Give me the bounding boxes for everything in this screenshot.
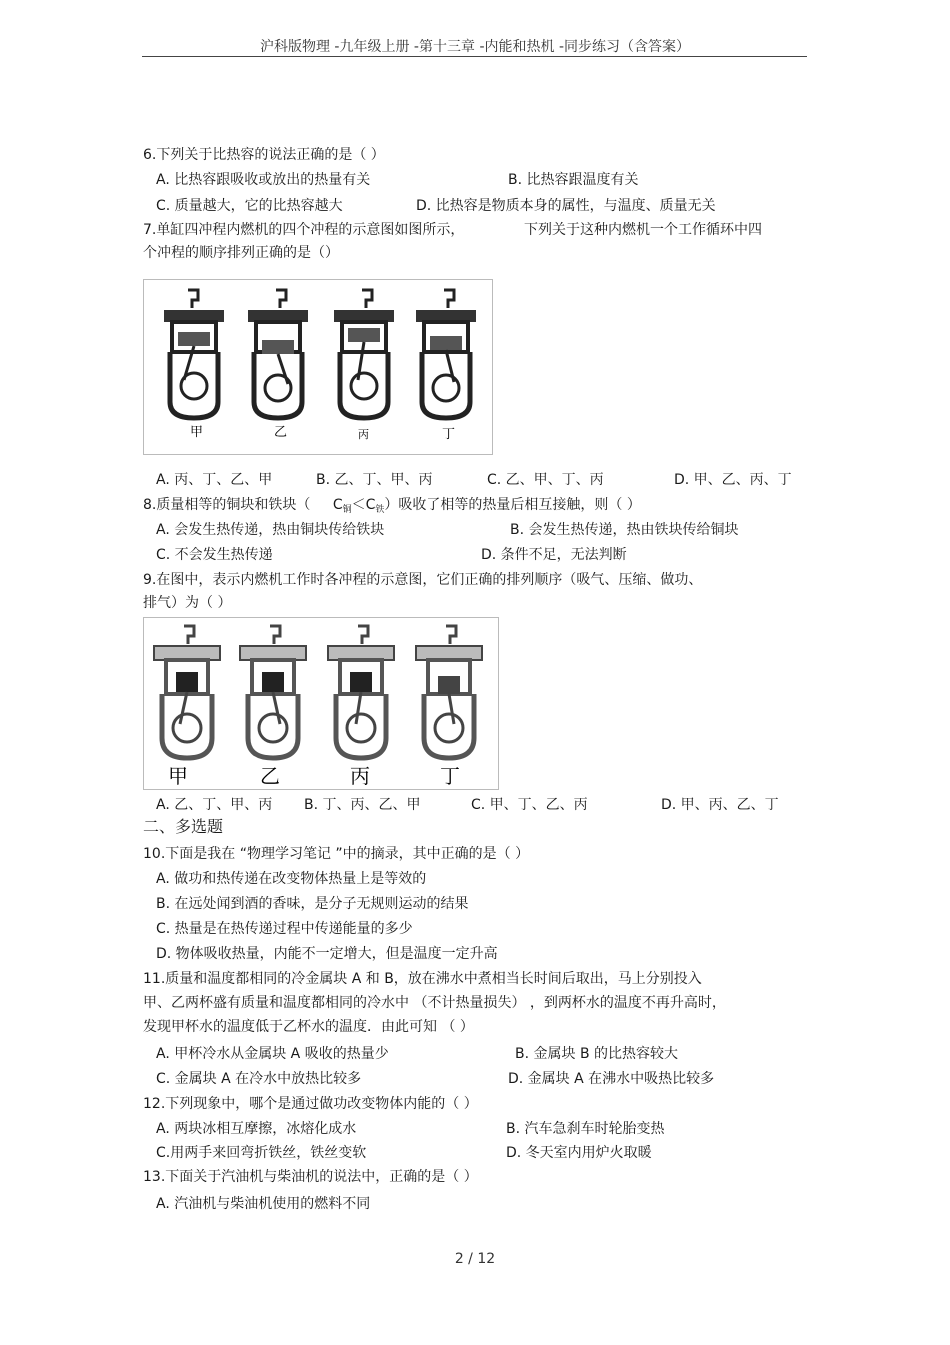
q8-stem [143, 496, 641, 519]
q6-option-c: C. 质量越大，它的比热容越大 [156, 198, 343, 214]
engine-diagram-jia [154, 626, 220, 758]
q9-label-bing: 丙 [350, 764, 370, 788]
q7-option-c: C. 乙、甲、丁、丙 [487, 472, 604, 488]
q8-c-copper: C [332, 497, 343, 513]
q7-stem-3: 个冲程的顺序排列正确的是（） [143, 245, 339, 261]
q8-stem-start: 8.质量相等的铜块和铁块（ [143, 497, 311, 513]
q11-option-b: B. 金属块 B 的比热容较大 [515, 1046, 679, 1062]
q12-option-a: A. 两块冰相互摩擦，冰熔化成水 [156, 1121, 357, 1137]
q11-stem-1: 11.质量和温度都相同的冷金属块 A 和 B，放在沸水中煮相当长时间后取出，马上分别投入 [143, 971, 702, 987]
q10-stem: 10.下面是我在 “物理学习笔记 ”中的摘录，其中正确的是（ ） [143, 846, 530, 862]
q7-stem-1: 7.单缸四冲程内燃机的四个冲程的示意图如图所示， [143, 222, 465, 238]
q9-stem-2: 排气）为（ ） [143, 595, 232, 611]
q9-option-b: B. 丁、丙、乙、甲 [304, 797, 421, 813]
q6-stem: 6.下列关于比热容的说法正确的是（ ） [143, 147, 385, 163]
page-number: 2 / 12 [454, 1251, 496, 1267]
q7-option-b: B. 乙、丁、甲、丙 [316, 472, 433, 488]
q8-stem-end: ）吸收了相等的热量后相互接触，则（ ） [384, 497, 641, 513]
q9-option-a: A. 乙、丁、甲、丙 [156, 797, 273, 813]
header-rule [142, 56, 807, 57]
q7-label-yi: 乙 [274, 425, 288, 440]
engine-diagram-jia [164, 290, 224, 418]
q7-option-a: A. 丙、丁、乙、甲 [156, 472, 273, 488]
q10-option-d: D. 物体吸收热量，内能不一定增大，但是温度一定升高 [156, 946, 498, 962]
q8-option-a: A. 会发生热传递，热由铜块传给铁块 [156, 522, 385, 538]
q10-option-c: C. 热量是在热传递过程中传递能量的多少 [156, 921, 413, 937]
engine-diagram-ding [416, 290, 476, 418]
page-header: 沪科版物理 -九年级上册 -第十三章 -内能和热机 -同步练习（含答案） [259, 39, 690, 55]
q6-option-a: A. 比热容跟吸收或放出的热量有关 [156, 172, 371, 188]
q13-option-a: A. 汽油机与柴油机使用的燃料不同 [156, 1196, 371, 1212]
q7-engine-figure [143, 279, 493, 455]
q9-label-yi: 乙 [260, 764, 280, 788]
q12-option-b: B. 汽车急刹车时轮胎变热 [506, 1121, 665, 1137]
q6-option-b: B. 比热容跟温度有关 [508, 172, 639, 188]
q8-option-d: D. 条件不足，无法判断 [481, 547, 627, 563]
q9-option-d: D. 甲、丙、乙、丁 [661, 797, 779, 813]
q11-option-c: C. 金属块 A 在冷水中放热比较多 [156, 1071, 362, 1087]
q11-option-a: A. 甲杯冷水从金属块 A 吸收的热量少 [156, 1046, 389, 1062]
q11-stem-3: 发现甲杯水的温度低于乙杯水的温度．由此可知 （ ） [143, 1019, 474, 1035]
engine-diagram-bing [334, 290, 394, 418]
q7-option-d: D. 甲、乙、丙、丁 [674, 472, 792, 488]
q9-option-c: C. 甲、丁、乙、丙 [471, 797, 588, 813]
q8-option-b: B. 会发生热传递，热由铁块传给铜块 [510, 522, 739, 538]
q8-less-than: ＜ [351, 497, 366, 513]
q7-label-jia: 甲 [190, 425, 204, 440]
q12-option-c: C.用两手来回弯折铁丝，铁丝变软 [156, 1145, 367, 1161]
q9-label-jia: 甲 [168, 764, 188, 788]
q10-option-a: A. 做功和热传递在改变物体热量上是等效的 [156, 871, 427, 887]
q12-option-d: D. 冬天室内用炉火取暖 [506, 1145, 652, 1161]
engine-diagram-yi [248, 290, 308, 418]
section-multiple-choice: 二、多选题 [143, 817, 224, 836]
q9-stem-1: 9.在图中，表示内燃机工作时各冲程的示意图，它们正确的排列顺序（吸气、压缩、做功、 [143, 572, 703, 588]
q13-stem: 13.下面关于汽油机与柴油机的说法中，正确的是（ ） [143, 1169, 478, 1185]
engine-diagram-yi [240, 626, 306, 758]
q10-option-b: B. 在远处闻到酒的香味，是分子无规则运动的结果 [156, 896, 469, 912]
q8-sub-copper: 铜 [342, 505, 352, 515]
engine-diagram-bing [328, 626, 394, 758]
q8-c-iron: C [365, 497, 376, 513]
q12-stem: 12.下列现象中，哪个是通过做功改变物体内能的（ ） [143, 1096, 478, 1112]
q8-sub-iron: 铁 [375, 505, 385, 515]
q7-label-ding: 丁 [442, 427, 456, 442]
q7-stem-2: 下列关于这种内燃机一个工作循环中四 [524, 222, 762, 238]
engine-diagram-ding [416, 626, 482, 758]
q7-label-bing: 丙 [358, 428, 369, 441]
q9-label-ding: 丁 [440, 764, 460, 788]
q11-option-d: D. 金属块 A 在沸水中吸热比较多 [508, 1071, 715, 1087]
q6-option-d: D. 比热容是物质本身的属性，与温度、质量无关 [416, 198, 716, 214]
q9-engine-figure [143, 617, 499, 790]
q8-option-c: C. 不会发生热传递 [156, 547, 273, 563]
q11-stem-2: 甲、乙两杯盛有质量和温度都相同的冷水中 （不计热量损失） ，到两杯水的温度不再升高时， [143, 995, 726, 1011]
